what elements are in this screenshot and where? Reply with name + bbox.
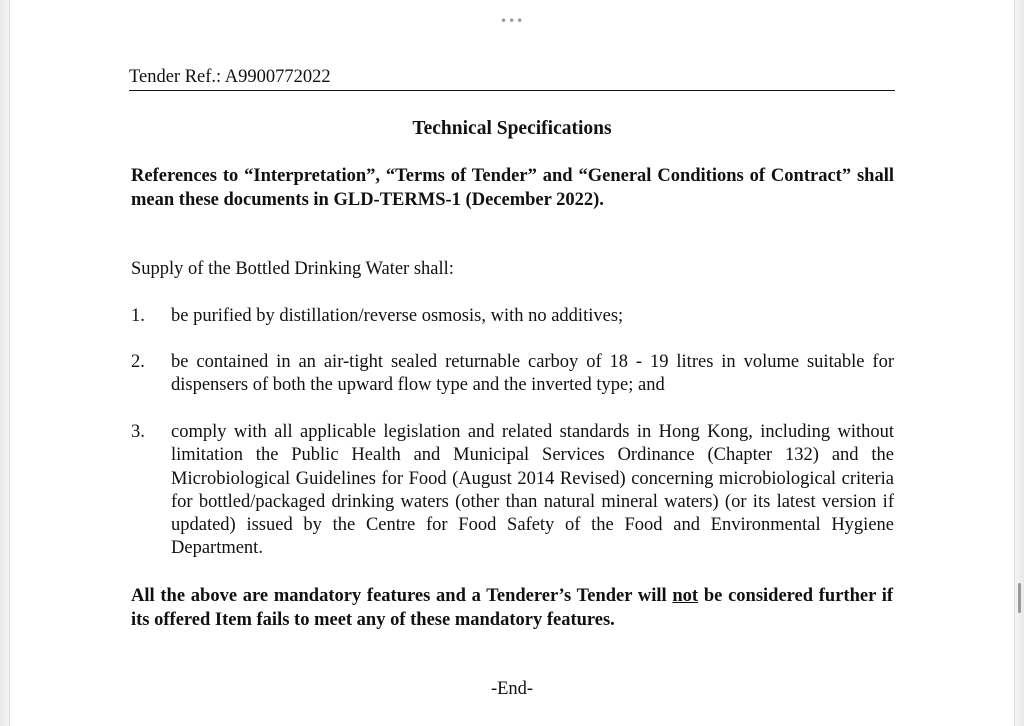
page-frame-right <box>1014 0 1024 726</box>
list-item-text: be contained in an air-tight sealed returnable carboy of 18 - 19 litres in volume suitable for dispensers of both the upward flow type and the inverted type; and <box>171 352 894 396</box>
list-item-text: be purified by distillation/reverse osmosis, with no additives; <box>171 306 624 326</box>
scrollbar-thumb[interactable] <box>1018 583 1021 613</box>
list-item-number: 1. <box>131 306 145 326</box>
list-item <box>131 351 894 398</box>
mandatory-underlined-word: not <box>672 586 699 606</box>
mandatory-text-start: All the above are mandatory features and a Tenderer’s Tender will <box>131 586 673 606</box>
page-title: Technical Specifications <box>412 118 612 139</box>
end-marker: -End- <box>490 679 534 699</box>
list-item <box>131 421 894 561</box>
list-item-text: comply with all applicable legislation and related standards in Hong Kong, including without limitation the Public Health and Municipal Services Ordinance (Chapter 132) and the Microbiological Guidelines for Food (August 2014 Revised) concerning microbiological criteria for bottled/packaged drinking waters (other than natural mineral waters) (or its latest version if updated) issued by the Centre for Food Safety of the Food and Environmental Hygiene Department. <box>171 422 894 559</box>
supply-intro: Supply of the Bottled Drinking Water shall: <box>131 259 454 279</box>
tender-ref-header: Tender Ref.: A9900772022 <box>129 66 895 91</box>
page-frame-left <box>0 0 10 726</box>
list-item-number: 3. <box>131 422 145 442</box>
references-paragraph: References to “Interpretation”, “Terms of Tender” and “General Conditions of Contract” shall mean these documents in GLD-TERMS-1 (December 2022). <box>131 166 894 210</box>
list-item <box>131 305 894 328</box>
more-horizontal-icon[interactable]: ••• <box>500 14 525 28</box>
mandatory-statement <box>131 585 893 632</box>
mandatory-text-end: be considered further if its offered Item fails to meet any of these mandatory features. <box>131 586 894 630</box>
list-item-number: 2. <box>131 352 145 372</box>
